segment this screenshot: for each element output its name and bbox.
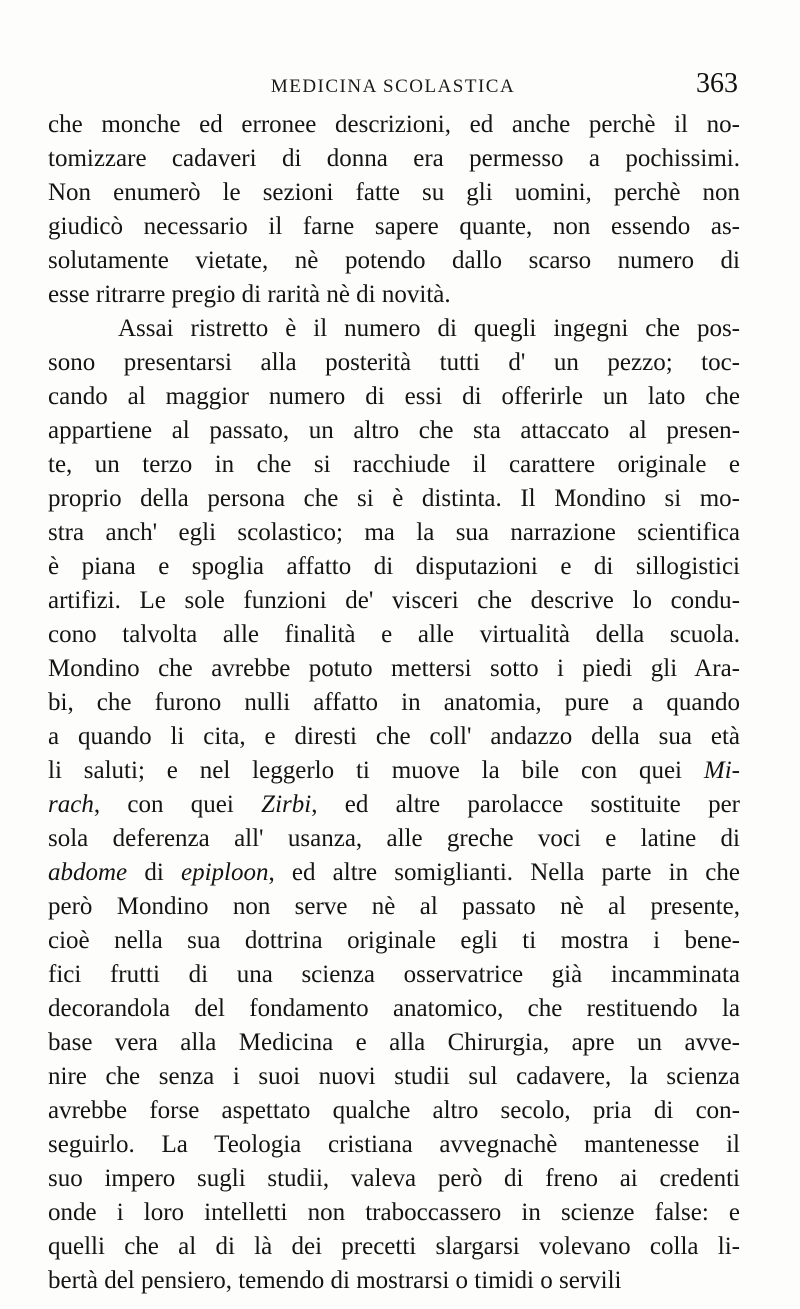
text-line xyxy=(48,516,740,550)
text-line xyxy=(48,1162,740,1196)
text-run: cono talvolta alle finalità e alle virtualità della scuola. xyxy=(48,621,740,648)
italic-term: Mi- xyxy=(703,757,740,784)
text-run: giudicò necessario il farne sapere quante, non essendo as- xyxy=(48,213,740,240)
body-text xyxy=(48,108,740,1298)
text-run: proprio della persona che si è distinta. Il Mondino si mo- xyxy=(48,485,740,512)
text-line xyxy=(48,992,740,1026)
text-line xyxy=(48,856,740,890)
text-run: solutamente vietate, nè potendo dallo scarso numero di xyxy=(48,247,740,274)
text-line xyxy=(48,176,740,210)
text-run: però Mondino non serve nè al passato nè al presente, xyxy=(48,893,740,920)
text-line xyxy=(48,414,740,448)
text-line xyxy=(48,1026,740,1060)
text-line xyxy=(48,1128,740,1162)
text-run: te, un terzo in che si racchiude il carattere originale e xyxy=(48,451,740,478)
text-run: , ed altre somiglianti. Nella parte in che xyxy=(268,859,740,886)
text-line xyxy=(48,482,740,516)
text-run: seguirlo. La Teologia cristiana avvegnachè mantenesse il xyxy=(48,1131,740,1158)
text-run: bertà del pensiero, temendo di mostrarsi o timidi o servili xyxy=(48,1267,622,1294)
text-line xyxy=(48,1196,740,1230)
text-run: Mondino che avrebbe potuto mettersi sotto i piedi gli Ara- xyxy=(48,655,740,682)
text-run: bi, che furono nulli affatto in anatomia, pure a quando xyxy=(48,689,740,716)
text-run: li saluti; e nel leggerlo ti muove la bile con quei xyxy=(48,757,704,784)
text-line xyxy=(48,754,740,788)
text-line xyxy=(48,924,740,958)
text-run: , ed altre parolacce sostituite per xyxy=(311,791,740,818)
text-run: appartiene al passato, un altro che sta attaccato al presen- xyxy=(48,417,740,444)
text-line xyxy=(48,686,740,720)
text-line xyxy=(48,346,740,380)
text-run: tomizzare cadaveri di donna era permesso a pochissimi. xyxy=(48,145,740,172)
text-line xyxy=(48,1230,740,1264)
text-line xyxy=(48,312,740,346)
text-line xyxy=(48,1264,740,1298)
text-run: onde i loro intelletti non traboccassero in scienze false: e xyxy=(48,1199,740,1226)
page-number: 363 xyxy=(696,68,738,99)
text-line xyxy=(48,822,740,856)
italic-term: epiploon xyxy=(180,859,269,886)
text-run: quelli che al di là dei precetti slargarsi volevano colla li- xyxy=(48,1233,740,1260)
text-run: sono presentarsi alla posterità tutti d' un pezzo; toc- xyxy=(48,349,740,376)
text-run: base vera alla Medicina e alla Chirurgia, apre un avve- xyxy=(48,1029,740,1056)
text-run: stra anch' egli scolastico; ma la sua narrazione scientifica xyxy=(48,519,740,546)
text-run: Assai ristretto è il numero di quegli ingegni che pos- xyxy=(118,315,740,342)
text-run: decorandola del fondamento anatomico, che restituendo la xyxy=(48,995,740,1022)
text-run: esse ritrarre pregio di rarità nè di novità. xyxy=(48,281,451,308)
text-run: a quando li cita, e diresti che coll' andazzo della sua età xyxy=(48,723,740,750)
text-line xyxy=(48,142,740,176)
text-line xyxy=(48,210,740,244)
text-line xyxy=(48,278,740,312)
text-line xyxy=(48,652,740,686)
text-line xyxy=(48,584,740,618)
text-line xyxy=(48,618,740,652)
text-run: nire che senza i suoi nuovi studii sul cadavere, la scienza xyxy=(48,1063,740,1090)
text-line xyxy=(48,1094,740,1128)
text-run: artifizi. Le sole funzioni de' visceri che descrive lo condu- xyxy=(48,587,740,614)
text-line xyxy=(48,550,740,584)
text-run: fici frutti di una scienza osservatrice già incamminata xyxy=(48,961,740,988)
running-header xyxy=(48,68,738,102)
text-run: avrebbe forse aspettato qualche altro secolo, pria di con- xyxy=(48,1097,740,1124)
text-line xyxy=(48,720,740,754)
text-run: è piana e spoglia affatto di disputazioni e di sillogistici xyxy=(48,553,740,580)
text-line xyxy=(48,380,740,414)
text-run: che monche ed erronee descrizioni, ed anche perchè il no- xyxy=(48,111,740,138)
italic-term: Zirbi xyxy=(261,791,312,818)
text-run: cioè nella sua dottrina originale egli ti mostra i bene- xyxy=(48,927,740,954)
italic-term: rach xyxy=(48,791,94,818)
text-line xyxy=(48,448,740,482)
text-line xyxy=(48,788,740,822)
italic-term: abdome xyxy=(48,859,128,886)
text-run: , con quei xyxy=(93,791,262,818)
text-line xyxy=(48,244,740,278)
text-run: sola deferenza all' usanza, alle greche voci e latine di xyxy=(48,825,740,852)
text-line xyxy=(48,958,740,992)
text-line xyxy=(48,890,740,924)
text-run: suo impero sugli studii, valeva però di freno ai credenti xyxy=(48,1165,740,1192)
text-line xyxy=(48,108,740,142)
text-run: Non enumerò le sezioni fatte su gli uomini, perchè non xyxy=(48,179,740,206)
text-line xyxy=(48,1060,740,1094)
text-run: di xyxy=(127,859,181,886)
running-title: MEDICINA SCOLASTICA xyxy=(270,76,516,97)
text-run: cando al maggior numero di essi di offerirle un lato che xyxy=(48,383,740,410)
